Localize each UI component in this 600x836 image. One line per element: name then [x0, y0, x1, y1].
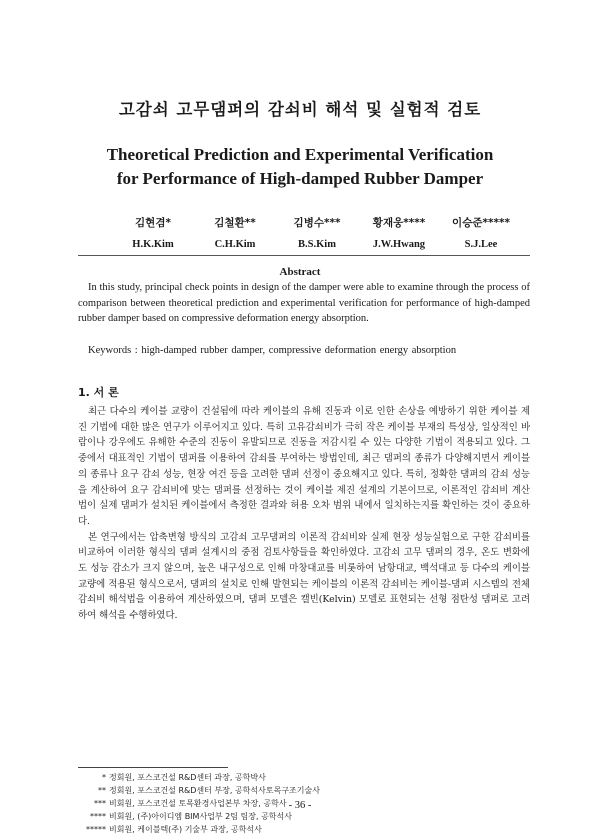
footnote-mark: * — [102, 773, 106, 782]
title-english — [0, 143, 600, 191]
footnote-text: 비회원, 포스코건설 토목환경사업본부 차장, 공학사 — [109, 799, 287, 808]
author-name-english: J.W.Hwang — [372, 239, 426, 250]
footnote-item — [78, 771, 530, 784]
author-name-korean: 황재웅**** — [372, 217, 426, 229]
author-4 — [358, 216, 440, 252]
author-list — [112, 216, 522, 252]
abstract-heading: Abstract — [279, 266, 321, 278]
footnote-mark: ** — [98, 786, 106, 795]
author-name-english: B.S.Kim — [298, 239, 336, 250]
section-heading-introduction: 1. 서 론 — [78, 386, 119, 399]
footnote-mark: ***** — [86, 825, 106, 834]
footnote-text: 비회원, (주)아이디엠 BIM사업부 2팀 팀장, 공학석사 — [109, 812, 292, 821]
title-english-line-1: Theoretical Prediction and Experimental Verification — [106, 145, 494, 164]
keywords-line: Keywords : high-damped rubber damper, compressive deformation energy absorption — [88, 345, 457, 356]
section-body-introduction — [78, 404, 530, 624]
page-number: - 36 - — [288, 800, 312, 811]
footnote-mark: *** — [94, 799, 106, 808]
author-name-english: C.H.Kim — [214, 239, 256, 250]
author-3 — [276, 216, 358, 252]
author-5 — [440, 216, 522, 252]
footnote-item — [78, 784, 530, 797]
header-divider — [78, 255, 530, 256]
author-name-english: S.J.Lee — [464, 239, 498, 250]
author-2 — [194, 216, 276, 252]
footnote-text: 정회원, 포스코건설 R&D센터 부장, 공학석사토목구조기술사 — [109, 786, 320, 795]
footnote-mark: **** — [90, 812, 106, 821]
title-english-line-2: for Performance of High-damped Rubber Damper — [116, 169, 484, 188]
footnote-divider — [78, 767, 228, 768]
paragraph-1: 최근 다수의 케이블 교량이 건설됨에 따라 케이블의 유해 진동과 이로 인한 손상을 예방하기 위한 케이블 제진 기법에 대한 많은 연구가 이루어지고 있다. 특히 고유감쇠비가 극히 작은 케이블 부재의 특성상, 일상적인 바람이나 강우에도 유해한 수준의 진동이 유발되므로 진동을 저감시킬 수 있는 다양한 기법이 적용되고 있다. 그 중에서 대표적인 기법이 댐퍼를 이용하여 감쇠를 부여하는 방법인데, 최근 댐퍼의 종류가 다양해지면서 케이블의 종류나 요구 감쇠 성능, 현장 여건 등을 고려한 댐퍼 선정이 중요해지고 있다. 특히, 정확한 댐퍼의 감쇠 성능을 계산하여 요구 감쇠비에 맞는 댐퍼를 선정하는 것이 케이블 제진 설계의 기본이므로, 이론적인 감쇠비 계산법이 실제 댐퍼가 설치된 케이블에서 측정한 결과와 허용 오차 범위 내에서 일치하는지를 확인하는 것이 중요하다. — [78, 406, 530, 527]
author-name-english: H.K.Kim — [132, 239, 174, 250]
paragraph-2: 본 연구에서는 압축변형 방식의 고감쇠 고무댐퍼의 이론적 감쇠비와 실제 현장 성능실험으로 구한 감쇠비를 비교하여 이러한 형식의 댐퍼 설계시의 중점 검토사항들을 확인하였다. 고감쇠 고무 댐퍼의 경우, 온도 변화에도 성능 감소가 크지 않으며, 높은 내구성으로 인해 마창대교를 비롯하여 남항대교, 백석대교 등 다수의 케이블 교량에 적용된 형식으로서, 댐퍼의 설치로 인해 발현되는 케이블의 이론적 감쇠비는 케이블-댐퍼 시스템의 전체 감쇠비 해석법을 이용하여 계산하였으며, 댐퍼 모델은 캘빈(Kelvin) 모델로 표현되는 선형 점탄성 댐퍼로 고려하여 해석을 수행하였다. — [78, 531, 530, 622]
author-name-korean: 이승준***** — [452, 217, 510, 229]
author-1 — [112, 216, 194, 252]
title-korean: 고감쇠 고무댐퍼의 감쇠비 해석 및 실험적 검토 — [118, 100, 482, 119]
footnote-text: 정회원, 포스코건설 R&D센터 과장, 공학박사 — [109, 773, 266, 782]
author-name-korean: 김병수*** — [293, 217, 341, 229]
abstract-text: In this study, principal check points in design of the damper were able to examine through the process of comparison between theoretical prediction and experimental verification for performance of high-damped rubber damper based on compressive deformation energy absorption. — [78, 282, 530, 324]
author-name-korean: 김현겸* — [135, 217, 171, 229]
author-name-korean: 김철환** — [214, 217, 256, 229]
footnote-text: 비회원, 케이블텍(주) 기술부 과장, 공학석사 — [109, 825, 262, 834]
footnote-item — [78, 823, 530, 836]
footnote-item — [78, 810, 530, 823]
